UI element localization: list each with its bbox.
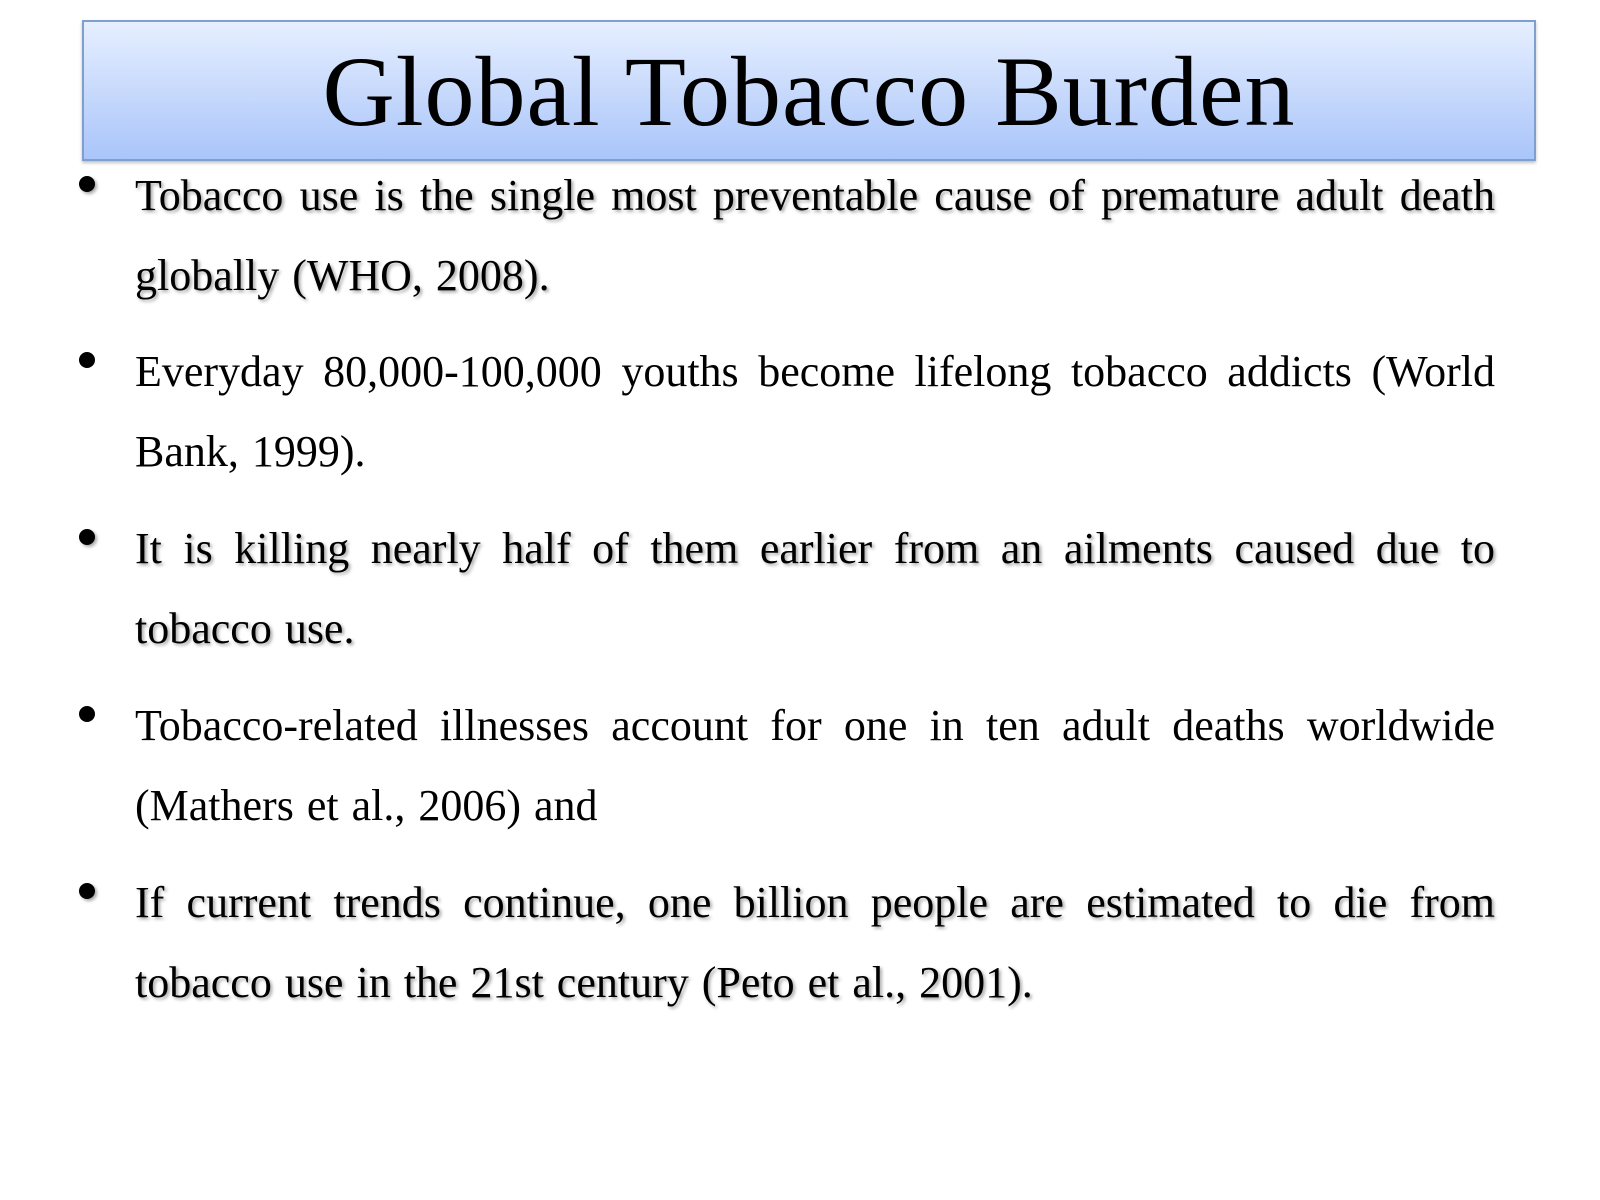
- bullet-item-5: [135, 863, 1495, 1023]
- bullet-text-2: Everyday 80,000-100,000 youths become lifelong tobacco addicts (World Bank, 1999).: [135, 347, 1495, 476]
- bullet-text-3: It is killing nearly half of them earlier from an ailments caused due to tobacco use.: [135, 524, 1495, 653]
- bullet-item-2: [135, 332, 1495, 492]
- bullet-text-4: Tobacco-related illnesses account for one in ten adult deaths worldwide (Mathers et al., 2006) and: [135, 701, 1495, 830]
- bullet-text-1: Tobacco use is the single most preventable cause of premature adult death globally (WHO, 2008).: [135, 171, 1495, 300]
- bullet-item-3: [135, 509, 1495, 669]
- bullet-dot-icon: [79, 529, 95, 545]
- bullet-item-1: [135, 156, 1495, 316]
- bullet-dot-icon: [79, 352, 95, 368]
- bullet-item-4: [135, 686, 1495, 846]
- bullet-dot-icon: [79, 883, 95, 899]
- slide-title: Global Tobacco Burden: [322, 35, 1296, 147]
- bullet-dot-icon: [79, 176, 95, 192]
- bullet-text-5: If current trends continue, one billion people are estimated to die from tobacco use in the 21st century (Peto et al., 2001).: [135, 878, 1495, 1007]
- bullet-dot-icon: [79, 706, 95, 722]
